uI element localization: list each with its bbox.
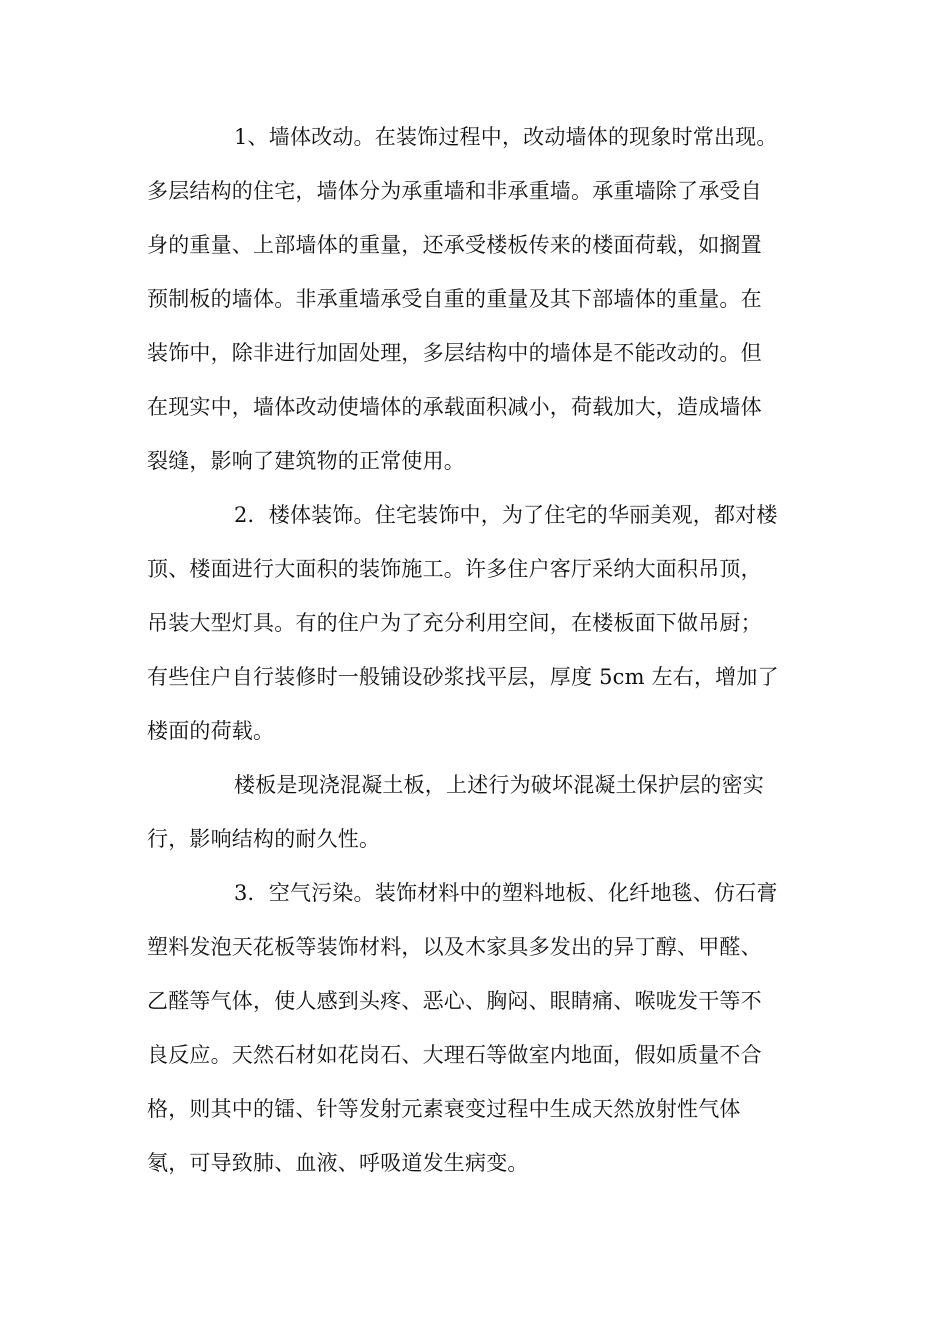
paragraph-2-line-3: 吊装大型灯具。有的住户为了充分利用空间，在楼板面下做吊厨；	[147, 611, 762, 635]
paragraph-4-line-3: 乙醛等气体，使人感到头疼、恶心、胸闷、眼睛痛、喉咙发干等不	[147, 989, 762, 1013]
paragraph-2-line-4: 有些住户自行装修时一般铺设砂浆找平层，厚度 5cm 左右，增加了	[147, 665, 779, 689]
paragraph-1-line-1: 1、墙体改动。在装饰过程中，改动墙体的现象时常出现。	[234, 125, 778, 149]
paragraph-4-line-6: 氡，可导致肺、血液、呼吸道发生病变。	[147, 1151, 529, 1175]
paragraph-3-line-1: 楼板是现浇混凝土板，上述行为破坏混凝土保护层的密实	[234, 773, 764, 797]
paragraph-3-line-2: 行，影响结构的耐久性。	[147, 827, 381, 851]
paragraph-4-line-1: 3．空气污染。装饰材料中的塑料地板、化纤地毯、仿石膏	[234, 881, 778, 905]
paragraph-1-line-7: 裂缝，影响了建筑物的正常使用。	[147, 449, 465, 473]
paragraph-1-line-6: 在现实中，墙体改动使墙体的承载面积减小，荷载加大，造成墙体	[147, 395, 762, 419]
paragraph-1-line-3: 身的重量、上部墙体的重量，还承受楼板传来的楼面荷载，如搁置	[147, 233, 762, 257]
paragraph-2-line-5: 楼面的荷载。	[147, 719, 275, 743]
paragraph-1-line-4: 预制板的墙体。非承重墙承受自重的重量及其下部墙体的重量。在	[147, 287, 762, 311]
paragraph-2-line-1: 2．楼体装饰。住宅装饰中，为了住宅的华丽美观，都对楼	[234, 503, 778, 527]
paragraph-1-line-5: 装饰中，除非进行加固处理，多层结构中的墙体是不能改动的。但	[147, 341, 762, 365]
paragraph-1-line-2: 多层结构的住宅，墙体分为承重墙和非承重墙。承重墙除了承受自	[147, 179, 762, 203]
paragraph-2-line-2: 顶、楼面进行大面积的装饰施工。许多住户客厅采纳大面积吊顶，	[147, 557, 762, 581]
paragraph-4-line-5: 格，则其中的镭、针等发射元素衰变过程中生成天然放射性气体	[147, 1097, 741, 1121]
paragraph-4-line-4: 良反应。天然石材如花岗石、大理石等做室内地面，假如质量不合	[147, 1043, 762, 1067]
paragraph-4-line-2: 塑料发泡天花板等装饰材料，以及木家具多发出的异丁醇、甲醛、	[147, 935, 762, 959]
